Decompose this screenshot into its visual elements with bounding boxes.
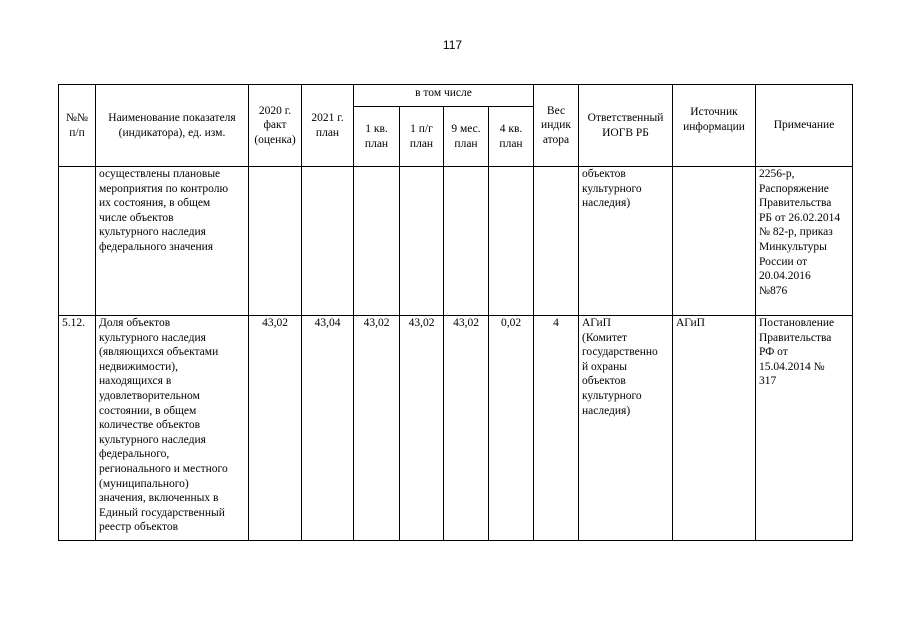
- row-num: 5.12.: [59, 316, 96, 541]
- page-number: 117: [442, 38, 463, 52]
- row-note: Постановление Правительства РФ от 15.04.2014 № 317: [756, 316, 853, 541]
- header-plan-2021: 2021 г. план: [302, 85, 354, 167]
- header-note: Примечание: [756, 85, 853, 167]
- row-q1: 43,02: [354, 316, 400, 541]
- row-q1: [354, 167, 400, 316]
- row-h1: [400, 167, 444, 316]
- row-name: Доля объектов культурного наследия (являющихся объектами недвижимости), находящихся в удовлетворительном состоянии, в общем количестве объектов культурного наследия федерального, регионального и местного (муниципального) значения, включенных в Единый государственный реестр объектов: [96, 316, 249, 541]
- header-including: в том числе: [354, 85, 534, 107]
- row-plan-2021: 43,04: [302, 316, 354, 541]
- header-num: №№ п/п: [59, 85, 96, 167]
- header-q1: 1 кв. план: [354, 107, 400, 167]
- row-num: [59, 167, 96, 316]
- row-responsible: АГиП (Комитет государственно й охраны объектов культурного наследия): [579, 316, 673, 541]
- header-q4: 4 кв. план: [489, 107, 534, 167]
- row-weight: [534, 167, 579, 316]
- header-weight: Вес индик атора: [534, 85, 579, 167]
- table-row: [59, 316, 853, 541]
- table-row: [59, 167, 853, 316]
- row-h1: 43,02: [400, 316, 444, 541]
- row-q4: 0,02: [489, 316, 534, 541]
- row-name: осуществлены плановые мероприятия по контролю их состояния, в общем числе объектов культурного наследия федерального значения: [96, 167, 249, 316]
- header-responsible: Ответственный ИОГВ РБ: [579, 85, 673, 167]
- row-fact-2020: 43,02: [249, 316, 302, 541]
- row-plan-2021: [302, 167, 354, 316]
- row-weight: 4: [534, 316, 579, 541]
- row-9m: 43,02: [444, 316, 489, 541]
- row-source: АГиП: [673, 316, 756, 541]
- header-name: Наименование показателя (индикатора), ед. изм.: [96, 85, 249, 167]
- header-9m: 9 мес. план: [444, 107, 489, 167]
- header-h1: 1 п/г план: [400, 107, 444, 167]
- row-fact-2020: [249, 167, 302, 316]
- row-responsible: объектов культурного наследия): [579, 167, 673, 316]
- row-q4: [489, 167, 534, 316]
- row-source: [673, 167, 756, 316]
- header-row-top: [59, 85, 853, 107]
- row-note: 2256-р, Распоряжение Правительства РБ от 26.02.2014 № 82-р, приказ Минкультуры России от 20.04.2016 №876: [756, 167, 853, 316]
- indicator-table: [58, 84, 853, 541]
- row-9m: [444, 167, 489, 316]
- header-fact-2020: 2020 г. факт (оценка): [249, 85, 302, 167]
- header-source: Источник информации: [673, 85, 756, 167]
